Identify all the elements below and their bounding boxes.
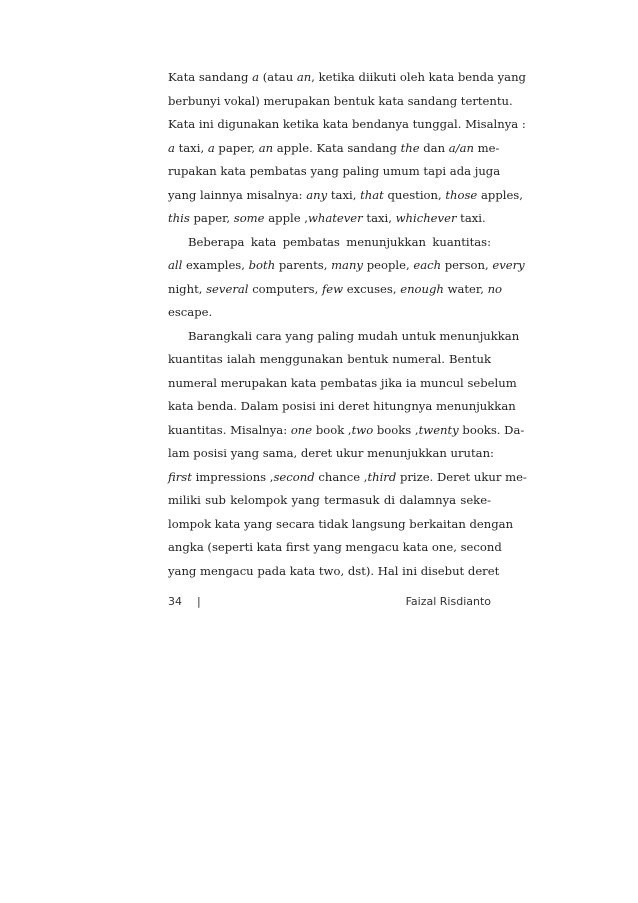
page-footer [168,595,491,613]
text-line: a taxi, a paper, an apple. Kata sandang the dan a/an me- [168,140,500,155]
text-line: escape. [168,305,213,319]
text-line: first impressions ,second chance ,third prize. Deret ukur me- [168,469,527,484]
text-line: miliki sub kelompok yang termasuk di dalamnya seke- [168,493,491,507]
text-line: berbunyi vokal) merupakan bentuk kata sandang tertentu. [168,93,513,108]
text-line: Beberapa kata pembatas menunjukkan kuantitas: [188,234,491,249]
text-line: yang mengacu pada kata two, dst). Hal ini disebut deret [168,563,500,578]
text-line: kata benda. Dalam posisi ini deret hitungnya menunjukkan [168,399,516,413]
text-line: lompok kata yang secara tidak langsung berkaitan dengan [168,516,514,531]
text-line: lam posisi yang sama, deret ukur menunjukkan urutan: [168,446,494,460]
text-line: kuantitas ialah menggunakan bentuk numeral. Bentuk [168,352,491,366]
paragraph-1 [168,66,526,231]
text-line: yang lainnya misalnya: any taxi, that question, those apples, [168,187,523,202]
paragraph-3 [168,325,527,584]
text-line: Kata sandang a (atau an, ketika diikuti oleh kata benda yang [168,70,526,84]
text-line: all examples, both parents, many people, each person, every [168,258,525,272]
author-name: Faizal Risdianto [405,595,491,608]
text-line: this paper, some apple ,whatever taxi, whichever taxi. [168,211,486,225]
text-line: Kata ini digunakan ketika kata bendanya tunggal. Misalnya : [168,117,526,131]
text-line: night, several computers, few excuses, enough water, no [168,281,503,296]
paragraph-2 [168,231,525,325]
text-line: kuantitas. Misalnya: one book ,two books ,twenty books. Da- [168,422,525,437]
text-line: rupakan kata pembatas yang paling umum tapi ada juga [168,164,501,178]
page-body [168,66,527,583]
text-line: Barangkali cara yang paling mudah untuk menunjukkan [188,328,520,343]
footer-separator: | [197,595,201,608]
text-line: angka (seperti kata first yang mengacu kata one, second [168,540,502,554]
page-number: 34 [168,595,182,608]
text-line: numeral merupakan kata pembatas jika ia muncul sebelum [168,375,517,390]
